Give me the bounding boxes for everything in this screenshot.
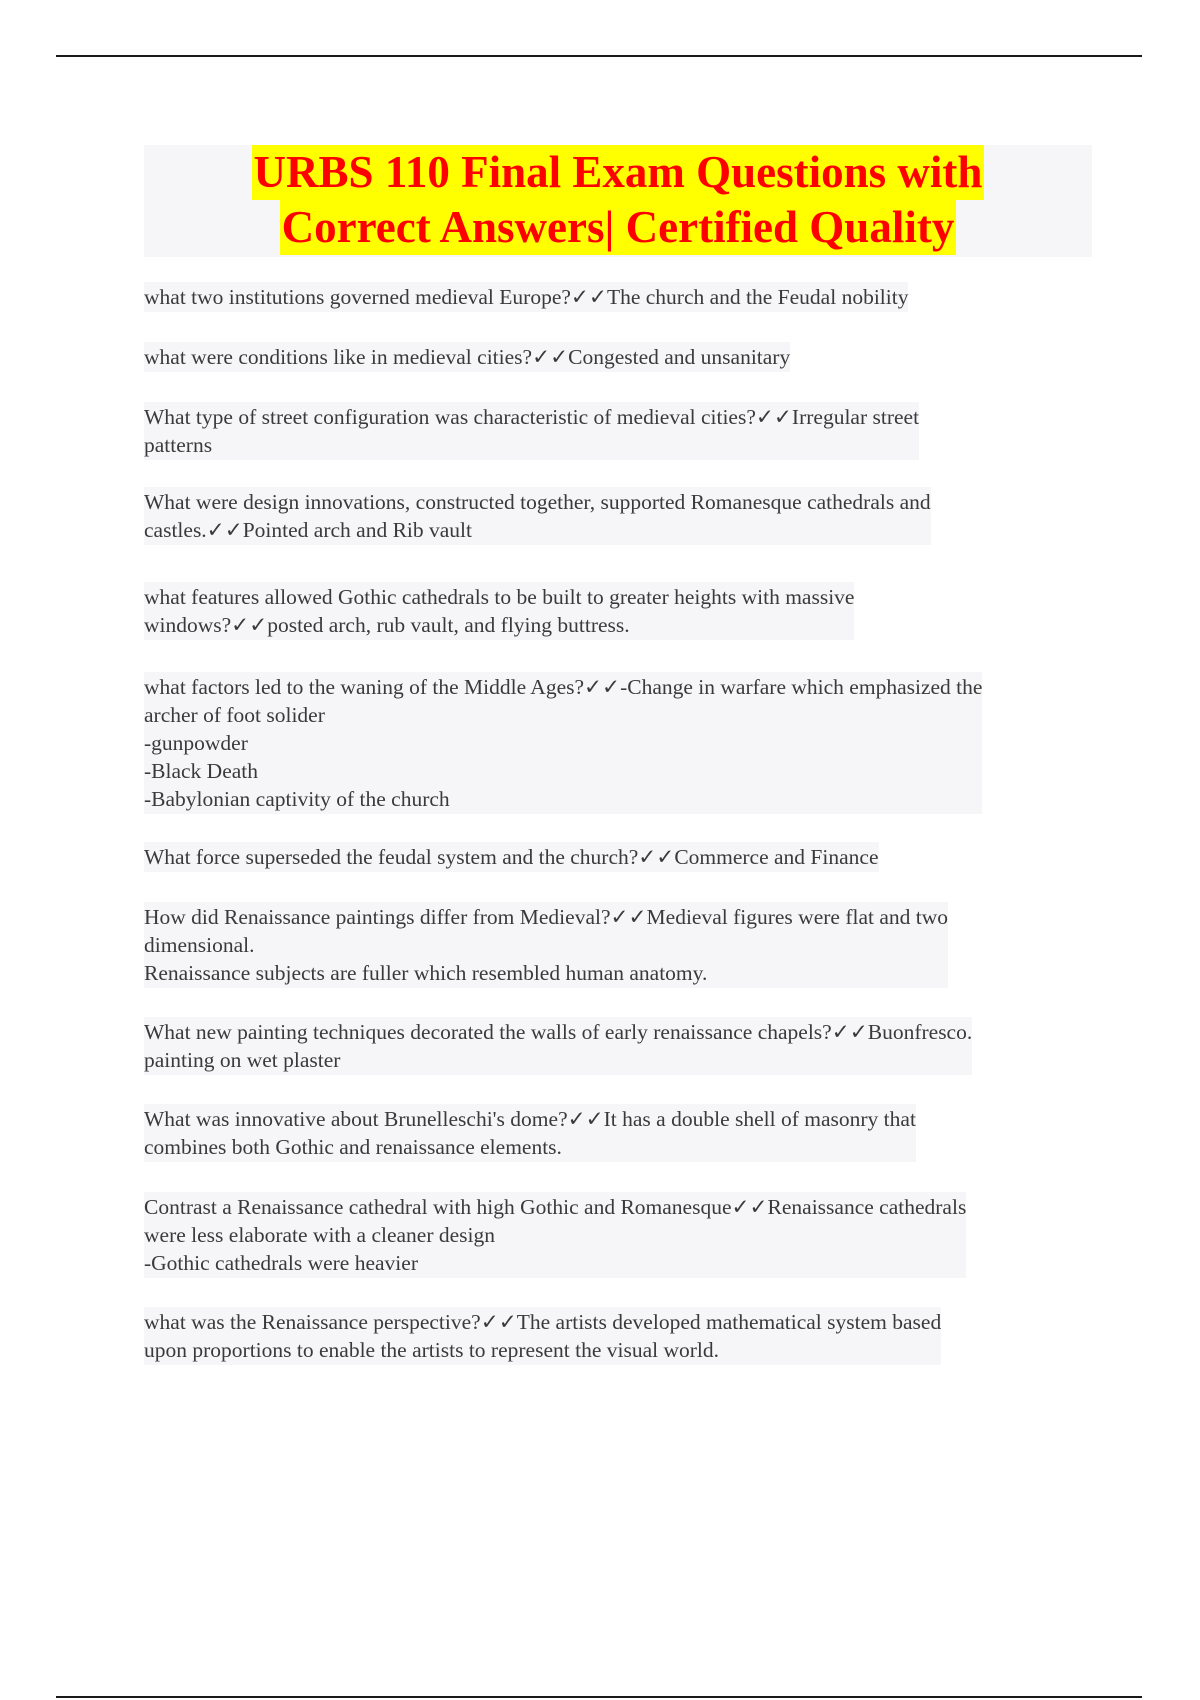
qa-text-line: What new painting techniques decorated the walls of early renaissance chapels?✓✓Buonfresco. <box>144 1020 973 1044</box>
qa-text-line: what were conditions like in medieval cities?✓✓Congested and unsanitary <box>144 345 791 369</box>
qa-text-line: -gunpowder <box>144 731 248 755</box>
qa-item <box>144 342 790 372</box>
qa-text-line: windows?✓✓posted arch, rub vault, and flying buttress. <box>144 613 630 637</box>
qa-text-line: archer of foot solider <box>144 703 325 727</box>
qa-text-line: what two institutions governed medieval Europe?✓✓The church and the Feudal nobility <box>144 285 909 309</box>
qa-item <box>144 1192 966 1278</box>
qa-item <box>144 842 879 872</box>
qa-text-line: were less elaborate with a cleaner design <box>144 1223 496 1247</box>
qa-text-line: What was innovative about Brunelleschi's dome?✓✓It has a double shell of masonry that <box>144 1107 916 1131</box>
qa-item <box>144 282 908 312</box>
document-title-line-1: URBS 110 Final Exam Questions with <box>252 145 985 200</box>
qa-text-line: What were design innovations, constructed together, supported Romanesque cathedrals and <box>144 490 931 514</box>
qa-text-line: -Gothic cathedrals were heavier <box>144 1251 418 1275</box>
qa-text-line: patterns <box>144 433 213 457</box>
qa-item <box>144 402 919 460</box>
top-rule <box>56 55 1142 57</box>
qa-text-line: combines both Gothic and renaissance elements. <box>144 1135 562 1159</box>
qa-text-line: What force superseded the feudal system and the church?✓✓Commerce and Finance <box>144 845 879 869</box>
qa-text-line: -Babylonian captivity of the church <box>144 787 450 811</box>
qa-text-line: what was the Renaissance perspective?✓✓The artists developed mathematical system based <box>144 1310 942 1334</box>
qa-text-line: painting on wet plaster <box>144 1048 341 1072</box>
qa-text-line: -Black Death <box>144 759 259 783</box>
qa-item <box>144 582 854 640</box>
qa-item <box>144 1017 972 1075</box>
qa-text-line: What type of street configuration was characteristic of medieval cities?✓✓Irregular street <box>144 405 920 429</box>
title-block <box>144 145 1092 257</box>
qa-text-line: castles.✓✓Pointed arch and Rib vault <box>144 518 473 542</box>
qa-text-line: what features allowed Gothic cathedrals to be built to greater heights with massive <box>144 585 855 609</box>
qa-item <box>144 1307 941 1365</box>
qa-item <box>144 1104 916 1162</box>
qa-item <box>144 672 982 814</box>
qa-item <box>144 487 931 545</box>
document-title-line-2: Correct Answers| Certified Quality <box>280 200 957 255</box>
qa-text-line: upon proportions to enable the artists to represent the visual world. <box>144 1338 719 1362</box>
qa-text-line: what factors led to the waning of the Middle Ages?✓✓-Change in warfare which emphasized the <box>144 675 983 699</box>
qa-text-line: Renaissance subjects are fuller which resembled human anatomy. <box>144 961 708 985</box>
qa-text-line: How did Renaissance paintings differ from Medieval?✓✓Medieval figures were flat and two <box>144 905 949 929</box>
qa-text-line: Contrast a Renaissance cathedral with high Gothic and Romanesque✓✓Renaissance cathedrals <box>144 1195 967 1219</box>
bottom-rule <box>56 1696 1142 1698</box>
qa-text-line: dimensional. <box>144 933 255 957</box>
qa-item <box>144 902 948 988</box>
